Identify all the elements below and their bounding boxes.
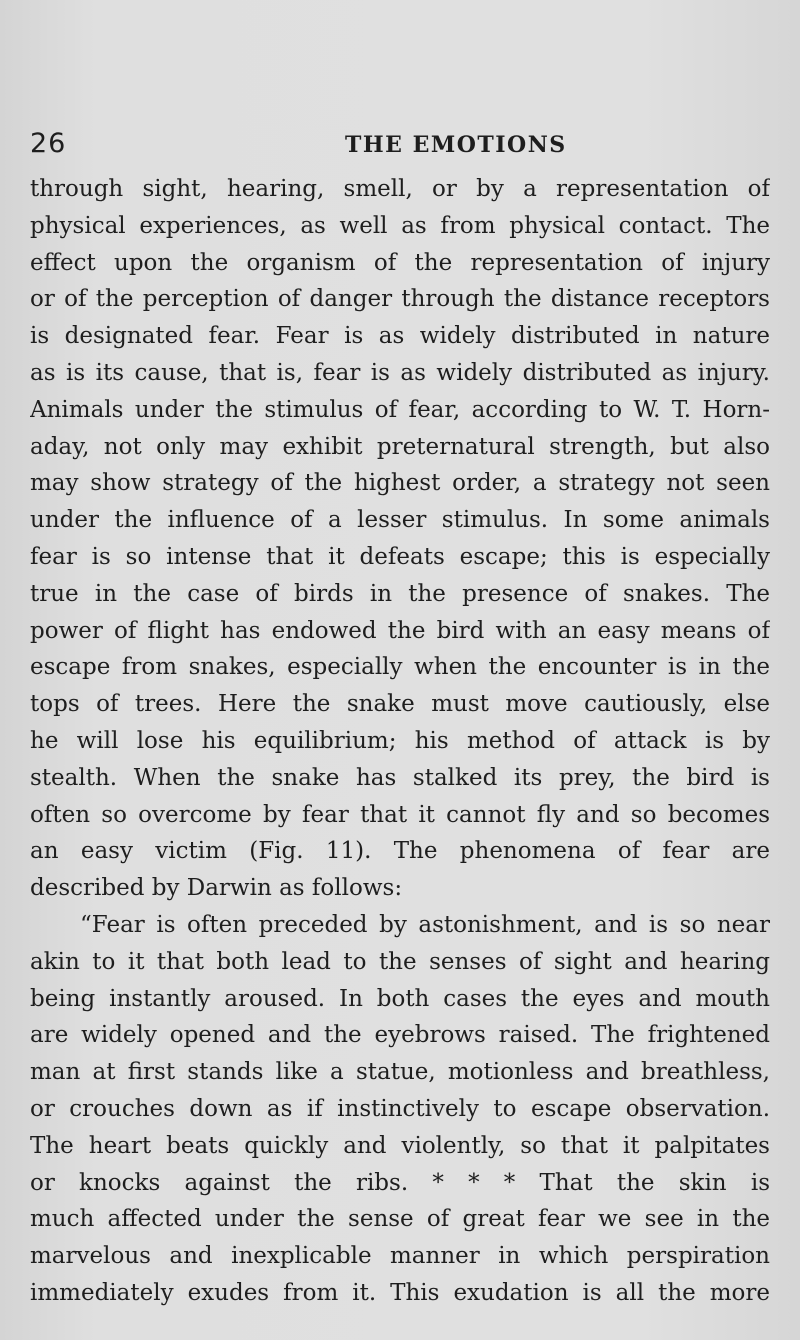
text-line: he will lose his equilibrium; his method of attack is by	[30, 727, 770, 754]
page-number: 26	[30, 128, 67, 159]
text-line: The heart beats quickly and violently, so that it palpitates	[30, 1132, 770, 1159]
text-line: Animals under the stimulus of fear, according to W. T. Horn-	[30, 396, 770, 423]
text-line: man at first stands like a statue, motionless and breathless,	[30, 1059, 770, 1086]
text-line: escape from snakes, especially when the encounter is in the	[30, 654, 770, 681]
page-header	[30, 128, 770, 168]
text-line: aday, not only may exhibit preternatural strength, but also	[30, 433, 770, 460]
text-line: or knocks against the ribs. * * * That the skin is	[30, 1169, 770, 1196]
text-line: being instantly aroused. In both cases the eyes and mouth	[30, 985, 770, 1012]
text-line: marvelous and inexplicable manner in which perspiration	[30, 1243, 770, 1270]
text-line: often so overcome by fear that it cannot fly and so becomes	[30, 801, 770, 828]
text-line: or crouches down as if instinctively to escape observation.	[30, 1095, 770, 1122]
text-line: physical experiences, as well as from physical contact. The	[30, 212, 770, 239]
text-line: true in the case of birds in the presence of snakes. The	[30, 580, 770, 607]
text-line: may show strategy of the highest order, a strategy not seen	[30, 470, 770, 497]
text-line: are widely opened and the eyebrows raised. The frightened	[30, 1022, 770, 1049]
text-line: through sight, hearing, smell, or by a representation of	[30, 176, 770, 202]
text-line: tops of trees. Here the snake must move cautiously, else	[30, 691, 770, 718]
text-line: stealth. When the snake has stalked its prey, the bird is	[30, 764, 770, 791]
text-line: an easy victim (Fig. 11). The phenomena of fear are	[30, 838, 770, 865]
text-line: is designated fear. Fear is as widely distributed in nature	[30, 323, 770, 350]
text-line: fear is so intense that it defeats escape; this is especially	[30, 543, 770, 570]
text-line-quote-start: “Fear is often preceded by astonishment, and is so near	[80, 911, 770, 938]
text-line: power of flight has endowed the bird with an easy means of	[30, 617, 770, 644]
text-line: akin to it that both lead to the senses of sight and hearing	[30, 948, 770, 975]
text-line: much affected under the sense of great fear we see in the	[30, 1206, 770, 1233]
text-line-paragraph-end: described by Darwin as follows:	[30, 875, 403, 902]
text-line: effect upon the organism of the representation of injury	[30, 249, 770, 276]
text-line: or of the perception of danger through the distance receptors	[30, 286, 770, 313]
text-line: under the influence of a lesser stimulus. In some animals	[30, 507, 770, 534]
text-line: immediately exudes from it. This exudation is all the more	[30, 1279, 770, 1306]
text-line: as is its cause, that is, fear is as widely distributed as injury.	[30, 359, 770, 386]
body-text	[30, 171, 770, 1312]
running-head: THE EMOTIONS	[345, 132, 567, 158]
